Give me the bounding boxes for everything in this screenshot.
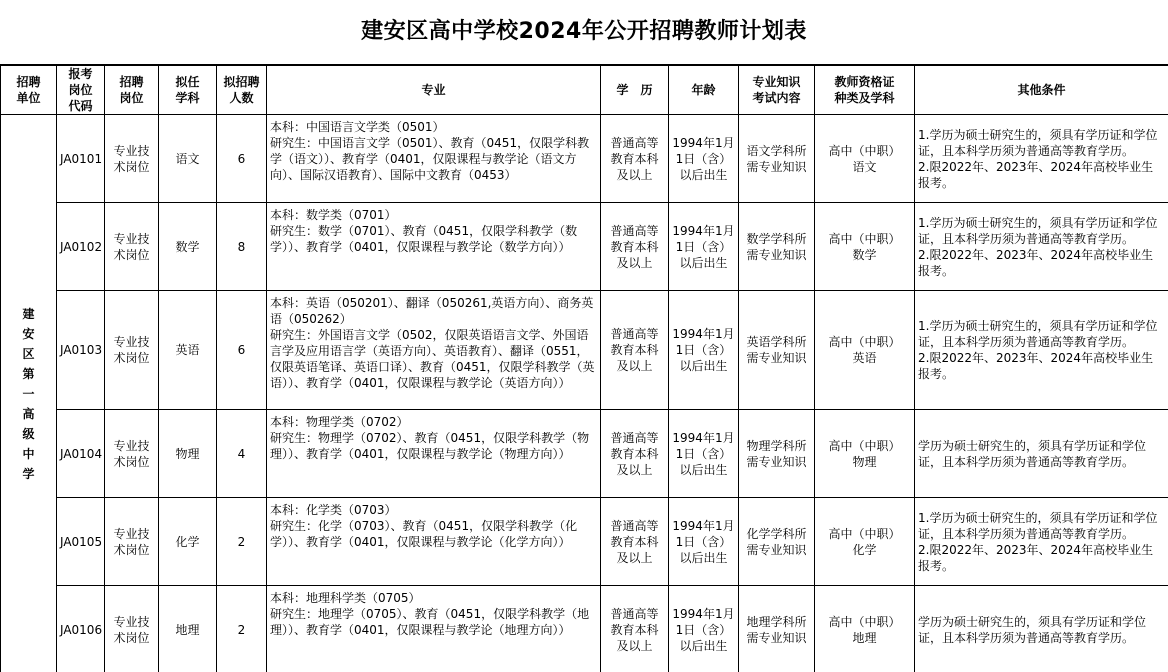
cell-post[interactable]: 专业技 术岗位 [105,410,159,498]
sheet-title: 建安区高中学校2024年公开招聘教师计划表 [0,0,1168,65]
header-count: 拟招聘 人数 [217,66,267,115]
cell-age[interactable]: 1994年1月 1日（含） 以后出生 [669,498,739,586]
cell-exam[interactable]: 英语学科所 需专业知识 [739,291,815,410]
cell-count[interactable]: 2 [217,586,267,672]
cell-count[interactable]: 4 [217,410,267,498]
cell-cert[interactable]: 高中（中职） 化学 [815,498,915,586]
header-subject: 拟任 学科 [159,66,217,115]
header-row [1,66,1168,115]
cell-age[interactable]: 1994年1月 1日（含） 以后出生 [669,410,739,498]
cell-major[interactable]: 本科：物理学类（0702） 研究生：物理学（0702）、教育（0451，仅限学科教学（物理））、教育学（0401，仅限课程与教学论（物理方向）） [267,410,601,498]
cell-code[interactable]: JA0103 [57,291,105,410]
cell-subject[interactable]: 地理 [159,586,217,672]
cell-subject[interactable]: 物理 [159,410,217,498]
cell-code[interactable]: JA0104 [57,410,105,498]
cell-code[interactable]: JA0101 [57,115,105,203]
cell-cert[interactable]: 高中（中职） 英语 [815,291,915,410]
header-cert: 教师资格证 种类及学科 [815,66,915,115]
recruitment-table [0,65,1168,672]
header-education: 学 历 [601,66,669,115]
cell-count[interactable]: 8 [217,203,267,291]
cell-education[interactable]: 普通高等 教育本科 及以上 [601,498,669,586]
header-exam: 专业知识 考试内容 [739,66,815,115]
table-row [1,203,1168,291]
cell-subject[interactable]: 英语 [159,291,217,410]
cell-subject[interactable]: 化学 [159,498,217,586]
cell-education[interactable]: 普通高等 教育本科 及以上 [601,586,669,672]
cell-major[interactable]: 本科：英语（050201）、翻译（050261,英语方向）、商务英语（050262） 研究生：外国语言文学（0502，仅限英语语言文学、外国语言学及应用语言学（英语方向）、英语教育）、翻译（0551，仅限英语笔译、英语口译）、教育（0451，仅限学科教学（英语））、教育学（0401，仅限课程与教学论（英语方向）） [267,291,601,410]
cell-major[interactable]: 本科：化学类（0703） 研究生：化学（0703）、教育（0451，仅限学科教学（化学））、教育学（0401，仅限课程与教学论（化学方向）） [267,498,601,586]
cell-cert[interactable]: 高中（中职） 物理 [815,410,915,498]
header-code: 报考 岗位 代码 [57,66,105,115]
cell-other[interactable]: 1.学历为硕士研究生的，须具有学历证和学位证，且本科学历须为普通高等教育学历。 2.限2022年、2023年、2024年高校毕业生报考。 [915,498,1168,586]
cell-code[interactable]: JA0102 [57,203,105,291]
cell-cert[interactable]: 高中（中职） 地理 [815,586,915,672]
table-row [1,410,1168,498]
table-row [1,291,1168,410]
cell-count[interactable]: 6 [217,291,267,410]
cell-major[interactable]: 本科：中国语言文学类（0501） 研究生：中国语言文学（0501）、教育（0451，仅限学科教学（语文））、教育学（0401，仅限课程与教学论（语文方向）、国际汉语教育）、国际中文教育（0453） [267,115,601,203]
cell-age[interactable]: 1994年1月 1日（含） 以后出生 [669,586,739,672]
cell-cert[interactable]: 高中（中职） 语文 [815,115,915,203]
cell-age[interactable]: 1994年1月 1日（含） 以后出生 [669,115,739,203]
cell-major[interactable]: 本科：地理科学类（0705） 研究生：地理学（0705）、教育（0451，仅限学科教学（地理））、教育学（0401，仅限课程与教学论（地理方向）） [267,586,601,672]
header-other: 其他条件 [915,66,1168,115]
cell-other[interactable]: 1.学历为硕士研究生的，须具有学历证和学位证，且本科学历须为普通高等教育学历。 2.限2022年、2023年、2024年高校毕业生报考。 [915,291,1168,410]
cell-code[interactable]: JA0105 [57,498,105,586]
cell-exam[interactable]: 地理学科所 需专业知识 [739,586,815,672]
cell-other[interactable]: 1.学历为硕士研究生的，须具有学历证和学位证，且本科学历须为普通高等教育学历。 2.限2022年、2023年、2024年高校毕业生报考。 [915,115,1168,203]
cell-age[interactable]: 1994年1月 1日（含） 以后出生 [669,291,739,410]
cell-education[interactable]: 普通高等 教育本科 及以上 [601,410,669,498]
cell-exam[interactable]: 化学学科所 需专业知识 [739,498,815,586]
cell-education[interactable]: 普通高等 教育本科 及以上 [601,115,669,203]
cell-post[interactable]: 专业技 术岗位 [105,498,159,586]
header-major: 专业 [267,66,601,115]
cell-count[interactable]: 6 [217,115,267,203]
cell-post[interactable]: 专业技 术岗位 [105,203,159,291]
cell-post[interactable]: 专业技 术岗位 [105,291,159,410]
header-age: 年龄 [669,66,739,115]
cell-exam[interactable]: 物理学科所 需专业知识 [739,410,815,498]
cell-cert[interactable]: 高中（中职） 数学 [815,203,915,291]
cell-post[interactable]: 专业技 术岗位 [105,115,159,203]
cell-education[interactable]: 普通高等 教育本科 及以上 [601,203,669,291]
cell-subject[interactable]: 语文 [159,115,217,203]
table-row [1,115,1168,203]
table-row [1,586,1168,672]
cell-other[interactable]: 学历为硕士研究生的，须具有学历证和学位证，且本科学历须为普通高等教育学历。 [915,586,1168,672]
cell-post[interactable]: 专业技 术岗位 [105,586,159,672]
unit-name: 建安区第一高级中学 [22,307,35,481]
cell-other[interactable]: 学历为硕士研究生的，须具有学历证和学位证，且本科学历须为普通高等教育学历。 [915,410,1168,498]
cell-subject[interactable]: 数学 [159,203,217,291]
unit-cell [1,115,57,672]
cell-code[interactable]: JA0106 [57,586,105,672]
header-unit: 招聘 单位 [1,66,57,115]
header-post: 招聘 岗位 [105,66,159,115]
cell-major[interactable]: 本科：数学类（0701） 研究生：数学（0701）、教育（0451，仅限学科教学（数学））、教育学（0401，仅限课程与教学论（数学方向）） [267,203,601,291]
table-row [1,498,1168,586]
cell-other[interactable]: 1.学历为硕士研究生的，须具有学历证和学位证，且本科学历须为普通高等教育学历。 2.限2022年、2023年、2024年高校毕业生报考。 [915,203,1168,291]
cell-exam[interactable]: 数学学科所 需专业知识 [739,203,815,291]
cell-age[interactable]: 1994年1月 1日（含） 以后出生 [669,203,739,291]
cell-education[interactable]: 普通高等 教育本科 及以上 [601,291,669,410]
cell-exam[interactable]: 语文学科所 需专业知识 [739,115,815,203]
cell-count[interactable]: 2 [217,498,267,586]
